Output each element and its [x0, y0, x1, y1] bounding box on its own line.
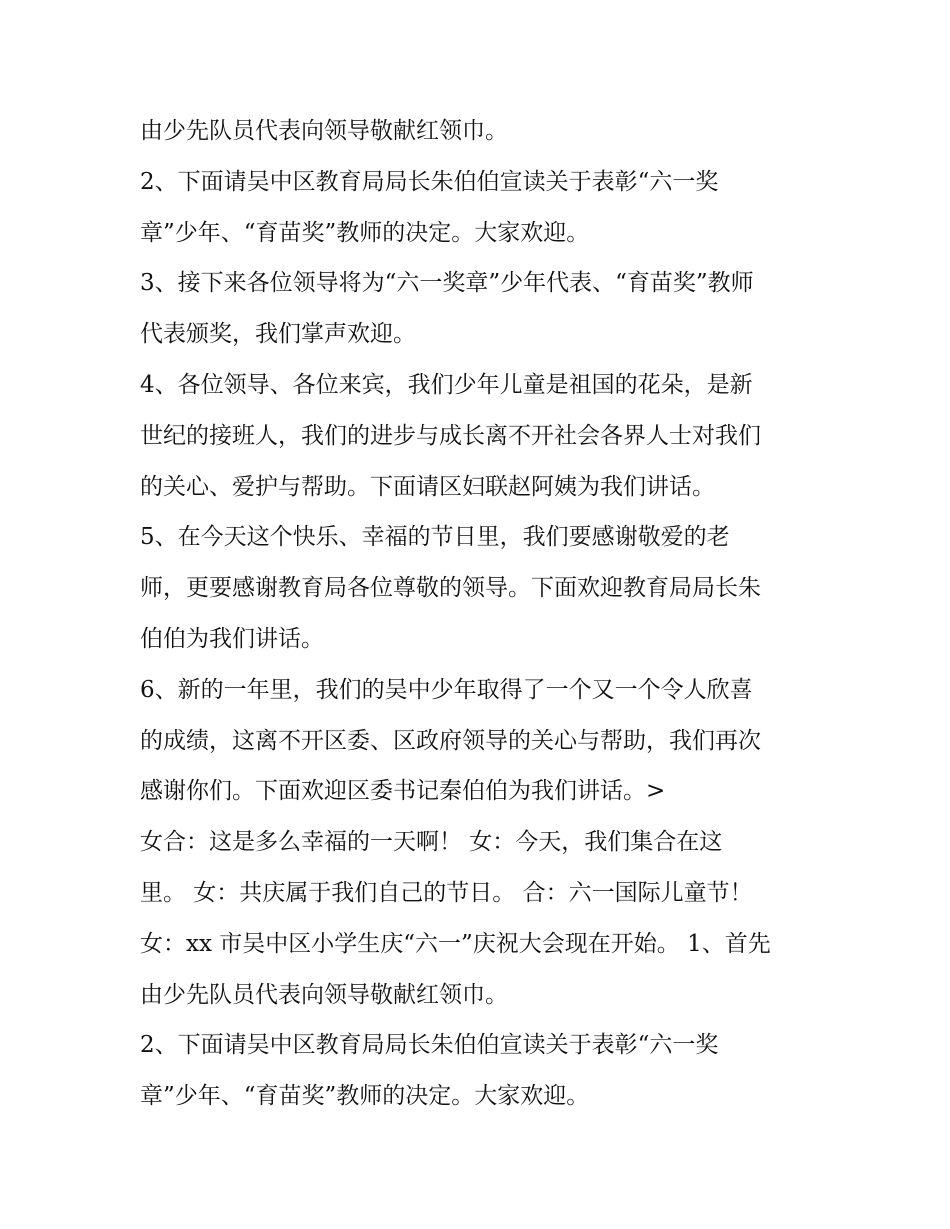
- text-line: 4、各位领导、各位来宾，我们少年儿童是祖国的花朵，是新: [140, 371, 753, 398]
- text-line: 代表颁奖，我们掌声欢迎。: [140, 321, 416, 348]
- text-line: 2、下面请吴中区教育局局长朱伯伯宣读关于表彰“六一奖: [140, 168, 719, 195]
- text-line: 3、接下来各位领导将为“六一奖章”少年代表、“育苗奖”教师: [140, 270, 754, 297]
- text-line: 章”少年、“育苗奖”教师的决定。大家欢迎。: [140, 1083, 590, 1110]
- text-line: 世纪的接班人，我们的进步与成长离不开社会各界人士对我们: [140, 422, 761, 449]
- text-line: 章”少年、“育苗奖”教师的决定。大家欢迎。: [140, 219, 590, 246]
- text-line: 6、新的一年里，我们的吴中少年取得了一个又一个令人欣喜: [140, 676, 753, 703]
- text-line: 由少先队员代表向领导敬献红领巾。: [140, 981, 508, 1008]
- text-line: 女：xx 市吴中区小学生庆“六一”庆祝大会现在开始。 1、首先: [140, 930, 771, 957]
- text-line: 由少先队员代表向领导敬献红领巾。: [140, 118, 508, 144]
- text-line: 2、下面请吴中区教育局局长朱伯伯宣读关于表彰“六一奖: [140, 1032, 719, 1059]
- document-body: [140, 106, 830, 1122]
- text-line: 伯伯为我们讲话。: [140, 625, 324, 652]
- text-line: 里。 女：共庆属于我们自己的节日。 合：六一国际儿童节！: [140, 879, 753, 906]
- text-line: 女合：这是多么幸福的一天啊！ 女：今天，我们集合在这: [140, 829, 723, 856]
- text-line: 感谢你们。下面欢迎区委书记秦伯伯为我们讲话。>: [140, 778, 666, 805]
- text-line: 师，更要感谢教育局各位尊敬的领导。下面欢迎教育局局长朱: [140, 575, 761, 602]
- text-line: 的成绩，这离不开区委、区政府领导的关心与帮助，我们再次: [140, 727, 761, 754]
- text-line: 的关心、爱护与帮助。下面请区妇联赵阿姨为我们讲话。: [140, 473, 715, 500]
- text-line: 5、在今天这个快乐、幸福的节日里，我们要感谢敬爱的老: [140, 524, 730, 551]
